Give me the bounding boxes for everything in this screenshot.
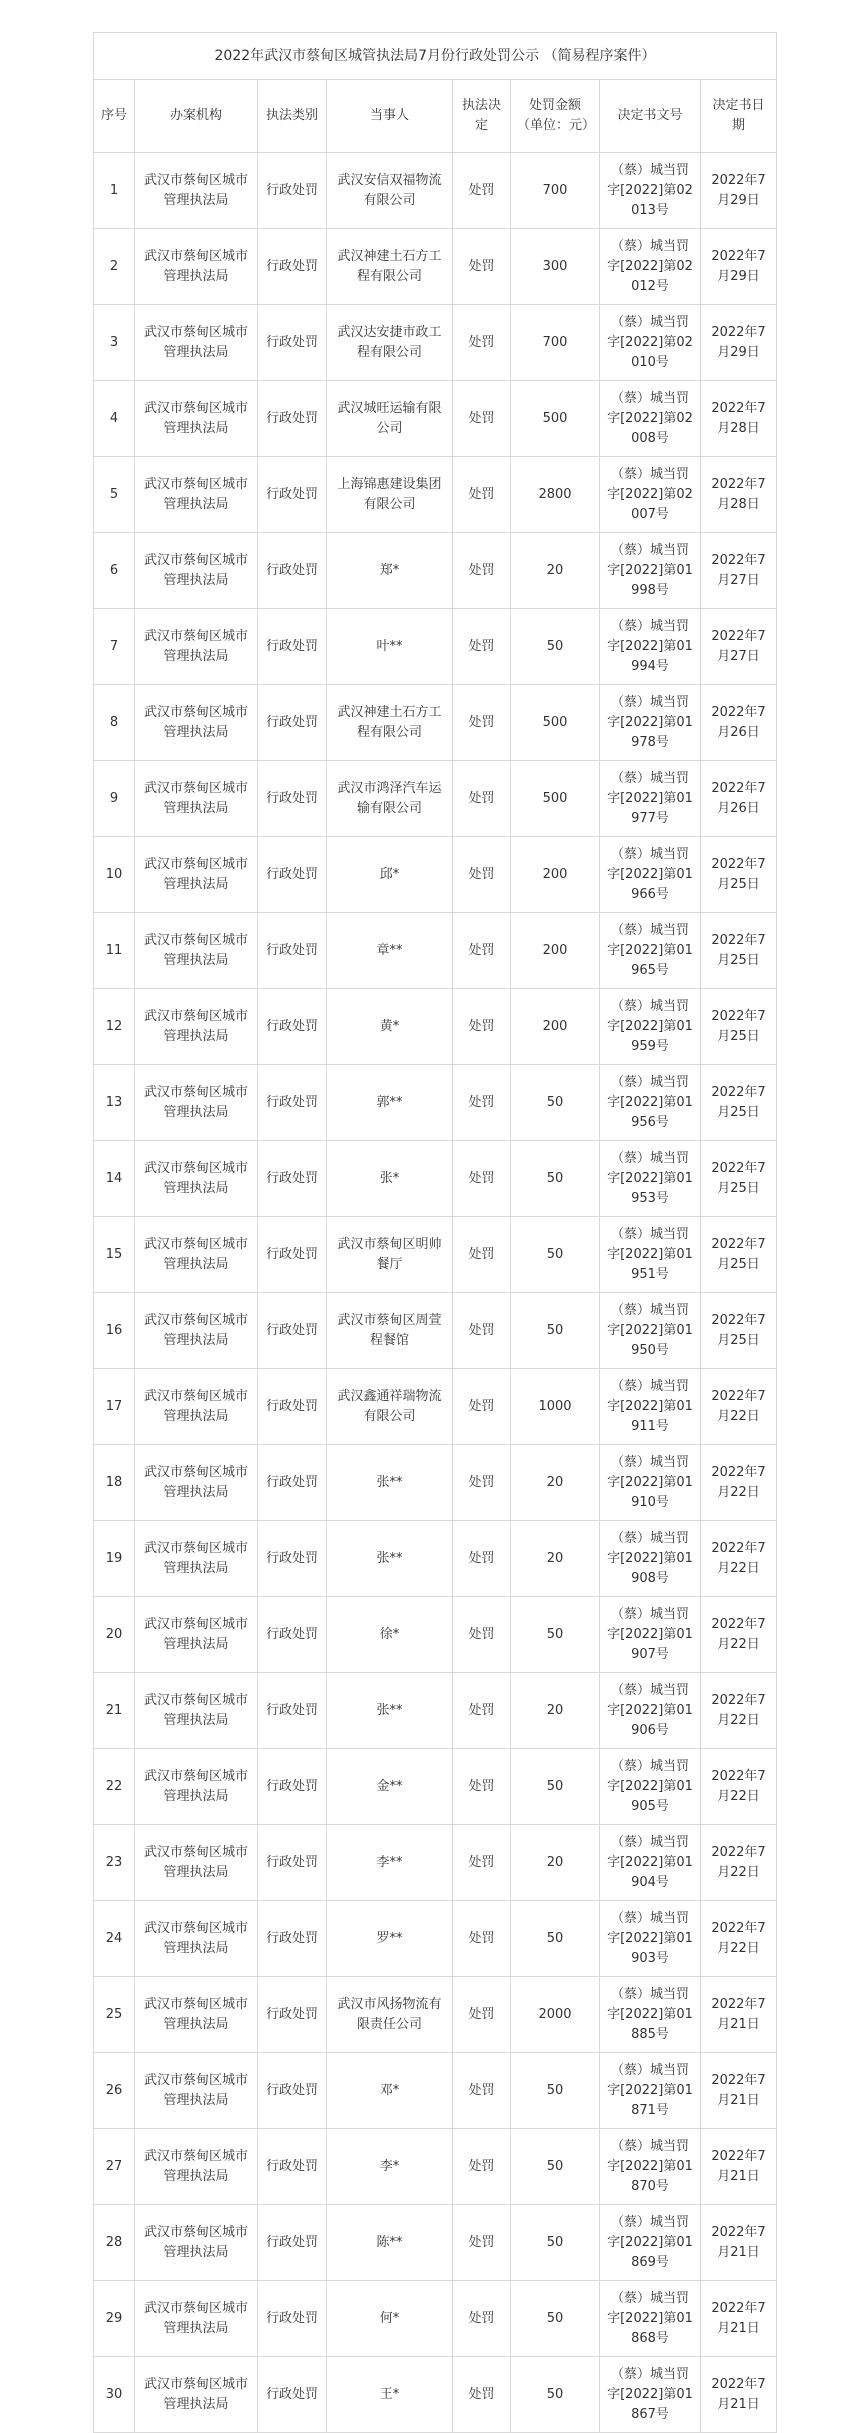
table-body bbox=[94, 153, 777, 2433]
cell-doc-no: （蔡）城当罚字[2022]第01966号 bbox=[600, 837, 701, 913]
cell-doc-no: （蔡）城当罚字[2022]第01959号 bbox=[600, 989, 701, 1065]
cell-category: 行政处罚 bbox=[258, 153, 327, 229]
table-row bbox=[94, 1065, 777, 1141]
header-serial: 序号 bbox=[94, 80, 135, 153]
table-row bbox=[94, 457, 777, 533]
cell-org: 武汉市蔡甸区城市管理执法局 bbox=[135, 837, 258, 913]
table-row bbox=[94, 837, 777, 913]
cell-decision: 处罚 bbox=[453, 305, 511, 381]
cell-doc-no: （蔡）城当罚字[2022]第02010号 bbox=[600, 305, 701, 381]
cell-decision: 处罚 bbox=[453, 1217, 511, 1293]
cell-serial: 27 bbox=[94, 2129, 135, 2205]
cell-serial: 7 bbox=[94, 609, 135, 685]
cell-amount: 50 bbox=[511, 2129, 600, 2205]
cell-date: 2022年7月22日 bbox=[701, 1445, 777, 1521]
cell-doc-no: （蔡）城当罚字[2022]第01904号 bbox=[600, 1825, 701, 1901]
cell-date: 2022年7月21日 bbox=[701, 2129, 777, 2205]
cell-decision: 处罚 bbox=[453, 913, 511, 989]
table-row bbox=[94, 2129, 777, 2205]
table-title: 2022年武汉市蔡甸区城管执法局7月份行政处罚公示 （简易程序案件） bbox=[94, 33, 777, 80]
cell-party: 陈** bbox=[327, 2205, 453, 2281]
cell-serial: 19 bbox=[94, 1521, 135, 1597]
cell-amount: 50 bbox=[511, 2357, 600, 2433]
cell-doc-no: （蔡）城当罚字[2022]第02008号 bbox=[600, 381, 701, 457]
cell-date: 2022年7月21日 bbox=[701, 2357, 777, 2433]
cell-amount: 50 bbox=[511, 2053, 600, 2129]
cell-decision: 处罚 bbox=[453, 1749, 511, 1825]
cell-date: 2022年7月28日 bbox=[701, 457, 777, 533]
cell-org: 武汉市蔡甸区城市管理执法局 bbox=[135, 989, 258, 1065]
cell-date: 2022年7月22日 bbox=[701, 1521, 777, 1597]
table-row bbox=[94, 1597, 777, 1673]
cell-party: 张** bbox=[327, 1445, 453, 1521]
cell-date: 2022年7月22日 bbox=[701, 1825, 777, 1901]
cell-party: 武汉城旺运输有限公司 bbox=[327, 381, 453, 457]
cell-category: 行政处罚 bbox=[258, 1521, 327, 1597]
cell-org: 武汉市蔡甸区城市管理执法局 bbox=[135, 1597, 258, 1673]
cell-org: 武汉市蔡甸区城市管理执法局 bbox=[135, 2205, 258, 2281]
table-row bbox=[94, 1977, 777, 2053]
cell-org: 武汉市蔡甸区城市管理执法局 bbox=[135, 153, 258, 229]
table-row bbox=[94, 761, 777, 837]
table-row bbox=[94, 305, 777, 381]
cell-decision: 处罚 bbox=[453, 1065, 511, 1141]
cell-serial: 14 bbox=[94, 1141, 135, 1217]
cell-serial: 21 bbox=[94, 1673, 135, 1749]
cell-amount: 50 bbox=[511, 609, 600, 685]
cell-decision: 处罚 bbox=[453, 1141, 511, 1217]
cell-doc-no: （蔡）城当罚字[2022]第01977号 bbox=[600, 761, 701, 837]
cell-party: 武汉市鸿泽汽车运输有限公司 bbox=[327, 761, 453, 837]
cell-category: 行政处罚 bbox=[258, 761, 327, 837]
cell-date: 2022年7月25日 bbox=[701, 913, 777, 989]
cell-category: 行政处罚 bbox=[258, 1369, 327, 1445]
cell-amount: 2000 bbox=[511, 1977, 600, 2053]
cell-party: 张** bbox=[327, 1521, 453, 1597]
cell-decision: 处罚 bbox=[453, 2053, 511, 2129]
cell-party: 黄* bbox=[327, 989, 453, 1065]
cell-serial: 4 bbox=[94, 381, 135, 457]
cell-category: 行政处罚 bbox=[258, 1217, 327, 1293]
cell-org: 武汉市蔡甸区城市管理执法局 bbox=[135, 1673, 258, 1749]
table-row bbox=[94, 2357, 777, 2433]
cell-amount: 200 bbox=[511, 837, 600, 913]
header-amount: 处罚金额（单位：元） bbox=[511, 80, 600, 153]
cell-date: 2022年7月22日 bbox=[701, 1673, 777, 1749]
cell-date: 2022年7月29日 bbox=[701, 153, 777, 229]
cell-org: 武汉市蔡甸区城市管理执法局 bbox=[135, 2129, 258, 2205]
cell-org: 武汉市蔡甸区城市管理执法局 bbox=[135, 305, 258, 381]
cell-org: 武汉市蔡甸区城市管理执法局 bbox=[135, 609, 258, 685]
cell-category: 行政处罚 bbox=[258, 609, 327, 685]
cell-amount: 50 bbox=[511, 1597, 600, 1673]
cell-date: 2022年7月25日 bbox=[701, 1293, 777, 1369]
cell-party: 武汉安信双福物流有限公司 bbox=[327, 153, 453, 229]
table-row bbox=[94, 1217, 777, 1293]
cell-date: 2022年7月27日 bbox=[701, 533, 777, 609]
cell-doc-no: （蔡）城当罚字[2022]第01906号 bbox=[600, 1673, 701, 1749]
cell-date: 2022年7月21日 bbox=[701, 2053, 777, 2129]
cell-category: 行政处罚 bbox=[258, 1445, 327, 1521]
table-row bbox=[94, 1901, 777, 1977]
table-row bbox=[94, 533, 777, 609]
cell-party: 徐* bbox=[327, 1597, 453, 1673]
table-row bbox=[94, 1141, 777, 1217]
table-row bbox=[94, 685, 777, 761]
cell-doc-no: （蔡）城当罚字[2022]第01910号 bbox=[600, 1445, 701, 1521]
table-header-row bbox=[94, 80, 777, 153]
header-category: 执法类别 bbox=[258, 80, 327, 153]
cell-org: 武汉市蔡甸区城市管理执法局 bbox=[135, 1445, 258, 1521]
header-party: 当事人 bbox=[327, 80, 453, 153]
cell-serial: 17 bbox=[94, 1369, 135, 1445]
cell-doc-no: （蔡）城当罚字[2022]第01869号 bbox=[600, 2205, 701, 2281]
cell-serial: 29 bbox=[94, 2281, 135, 2357]
cell-party: 武汉市蔡甸区明帅餐厅 bbox=[327, 1217, 453, 1293]
table-row bbox=[94, 2205, 777, 2281]
cell-serial: 28 bbox=[94, 2205, 135, 2281]
cell-org: 武汉市蔡甸区城市管理执法局 bbox=[135, 1521, 258, 1597]
cell-party: 李** bbox=[327, 1825, 453, 1901]
cell-party: 何* bbox=[327, 2281, 453, 2357]
cell-decision: 处罚 bbox=[453, 1825, 511, 1901]
table-row bbox=[94, 1673, 777, 1749]
cell-decision: 处罚 bbox=[453, 1901, 511, 1977]
table-row bbox=[94, 1369, 777, 1445]
cell-decision: 处罚 bbox=[453, 1977, 511, 2053]
cell-amount: 200 bbox=[511, 913, 600, 989]
cell-doc-no: （蔡）城当罚字[2022]第01871号 bbox=[600, 2053, 701, 2129]
cell-category: 行政处罚 bbox=[258, 2281, 327, 2357]
cell-org: 武汉市蔡甸区城市管理执法局 bbox=[135, 381, 258, 457]
table-row bbox=[94, 381, 777, 457]
cell-org: 武汉市蔡甸区城市管理执法局 bbox=[135, 2053, 258, 2129]
cell-decision: 处罚 bbox=[453, 609, 511, 685]
cell-category: 行政处罚 bbox=[258, 2205, 327, 2281]
cell-serial: 3 bbox=[94, 305, 135, 381]
cell-category: 行政处罚 bbox=[258, 1825, 327, 1901]
cell-serial: 10 bbox=[94, 837, 135, 913]
cell-decision: 处罚 bbox=[453, 1597, 511, 1673]
cell-org: 武汉市蔡甸区城市管理执法局 bbox=[135, 685, 258, 761]
cell-date: 2022年7月21日 bbox=[701, 1977, 777, 2053]
cell-party: 郭** bbox=[327, 1065, 453, 1141]
cell-doc-no: （蔡）城当罚字[2022]第01908号 bbox=[600, 1521, 701, 1597]
cell-party: 王* bbox=[327, 2357, 453, 2433]
cell-doc-no: （蔡）城当罚字[2022]第01907号 bbox=[600, 1597, 701, 1673]
cell-amount: 50 bbox=[511, 1901, 600, 1977]
cell-date: 2022年7月25日 bbox=[701, 1141, 777, 1217]
cell-date: 2022年7月29日 bbox=[701, 229, 777, 305]
cell-amount: 20 bbox=[511, 1445, 600, 1521]
cell-amount: 1000 bbox=[511, 1369, 600, 1445]
cell-date: 2022年7月25日 bbox=[701, 989, 777, 1065]
cell-amount: 300 bbox=[511, 229, 600, 305]
cell-amount: 50 bbox=[511, 1141, 600, 1217]
cell-date: 2022年7月25日 bbox=[701, 1217, 777, 1293]
cell-amount: 700 bbox=[511, 153, 600, 229]
cell-decision: 处罚 bbox=[453, 1673, 511, 1749]
table-row bbox=[94, 2281, 777, 2357]
cell-category: 行政处罚 bbox=[258, 685, 327, 761]
cell-org: 武汉市蔡甸区城市管理执法局 bbox=[135, 1901, 258, 1977]
cell-party: 武汉鑫通祥瑞物流有限公司 bbox=[327, 1369, 453, 1445]
cell-party: 张** bbox=[327, 1673, 453, 1749]
cell-org: 武汉市蔡甸区城市管理执法局 bbox=[135, 1977, 258, 2053]
cell-decision: 处罚 bbox=[453, 989, 511, 1065]
table-row bbox=[94, 153, 777, 229]
cell-party: 张* bbox=[327, 1141, 453, 1217]
cell-org: 武汉市蔡甸区城市管理执法局 bbox=[135, 1369, 258, 1445]
cell-date: 2022年7月22日 bbox=[701, 1597, 777, 1673]
cell-date: 2022年7月26日 bbox=[701, 761, 777, 837]
cell-date: 2022年7月22日 bbox=[701, 1901, 777, 1977]
cell-date: 2022年7月22日 bbox=[701, 1749, 777, 1825]
table-row bbox=[94, 2053, 777, 2129]
cell-party: 武汉神建土石方工程有限公司 bbox=[327, 229, 453, 305]
cell-org: 武汉市蔡甸区城市管理执法局 bbox=[135, 1293, 258, 1369]
cell-category: 行政处罚 bbox=[258, 2053, 327, 2129]
cell-decision: 处罚 bbox=[453, 2205, 511, 2281]
table-row bbox=[94, 609, 777, 685]
cell-doc-no: （蔡）城当罚字[2022]第02012号 bbox=[600, 229, 701, 305]
cell-doc-no: （蔡）城当罚字[2022]第01951号 bbox=[600, 1217, 701, 1293]
cell-serial: 20 bbox=[94, 1597, 135, 1673]
cell-serial: 23 bbox=[94, 1825, 135, 1901]
cell-amount: 2800 bbox=[511, 457, 600, 533]
cell-category: 行政处罚 bbox=[258, 913, 327, 989]
cell-amount: 200 bbox=[511, 989, 600, 1065]
cell-doc-no: （蔡）城当罚字[2022]第01950号 bbox=[600, 1293, 701, 1369]
cell-serial: 11 bbox=[94, 913, 135, 989]
cell-category: 行政处罚 bbox=[258, 837, 327, 913]
cell-category: 行政处罚 bbox=[258, 457, 327, 533]
cell-amount: 500 bbox=[511, 685, 600, 761]
cell-org: 武汉市蔡甸区城市管理执法局 bbox=[135, 1749, 258, 1825]
cell-org: 武汉市蔡甸区城市管理执法局 bbox=[135, 2357, 258, 2433]
cell-date: 2022年7月26日 bbox=[701, 685, 777, 761]
cell-org: 武汉市蔡甸区城市管理执法局 bbox=[135, 1825, 258, 1901]
cell-party: 叶** bbox=[327, 609, 453, 685]
cell-category: 行政处罚 bbox=[258, 1901, 327, 1977]
cell-serial: 1 bbox=[94, 153, 135, 229]
cell-amount: 20 bbox=[511, 1673, 600, 1749]
table-row bbox=[94, 1825, 777, 1901]
cell-serial: 16 bbox=[94, 1293, 135, 1369]
cell-date: 2022年7月22日 bbox=[701, 1369, 777, 1445]
cell-org: 武汉市蔡甸区城市管理执法局 bbox=[135, 457, 258, 533]
cell-serial: 8 bbox=[94, 685, 135, 761]
penalty-table bbox=[93, 32, 777, 2433]
cell-org: 武汉市蔡甸区城市管理执法局 bbox=[135, 2281, 258, 2357]
cell-serial: 24 bbox=[94, 1901, 135, 1977]
cell-org: 武汉市蔡甸区城市管理执法局 bbox=[135, 913, 258, 989]
cell-party: 邱* bbox=[327, 837, 453, 913]
cell-category: 行政处罚 bbox=[258, 1065, 327, 1141]
cell-category: 行政处罚 bbox=[258, 305, 327, 381]
cell-amount: 20 bbox=[511, 1521, 600, 1597]
cell-amount: 50 bbox=[511, 1293, 600, 1369]
cell-amount: 700 bbox=[511, 305, 600, 381]
cell-amount: 500 bbox=[511, 381, 600, 457]
cell-amount: 50 bbox=[511, 1065, 600, 1141]
cell-doc-no: （蔡）城当罚字[2022]第02007号 bbox=[600, 457, 701, 533]
cell-doc-no: （蔡）城当罚字[2022]第01953号 bbox=[600, 1141, 701, 1217]
cell-amount: 20 bbox=[511, 533, 600, 609]
cell-serial: 18 bbox=[94, 1445, 135, 1521]
header-org: 办案机构 bbox=[135, 80, 258, 153]
cell-date: 2022年7月28日 bbox=[701, 381, 777, 457]
cell-party: 武汉神建土石方工程有限公司 bbox=[327, 685, 453, 761]
cell-party: 罗** bbox=[327, 1901, 453, 1977]
table-row bbox=[94, 1521, 777, 1597]
cell-party: 郑* bbox=[327, 533, 453, 609]
cell-serial: 22 bbox=[94, 1749, 135, 1825]
cell-serial: 25 bbox=[94, 1977, 135, 2053]
cell-serial: 6 bbox=[94, 533, 135, 609]
cell-org: 武汉市蔡甸区城市管理执法局 bbox=[135, 229, 258, 305]
cell-date: 2022年7月21日 bbox=[701, 2205, 777, 2281]
cell-category: 行政处罚 bbox=[258, 1293, 327, 1369]
cell-category: 行政处罚 bbox=[258, 989, 327, 1065]
cell-category: 行政处罚 bbox=[258, 2357, 327, 2433]
cell-decision: 处罚 bbox=[453, 153, 511, 229]
cell-party: 章** bbox=[327, 913, 453, 989]
cell-decision: 处罚 bbox=[453, 229, 511, 305]
cell-doc-no: （蔡）城当罚字[2022]第02013号 bbox=[600, 153, 701, 229]
header-date: 决定书日期 bbox=[701, 80, 777, 153]
cell-decision: 处罚 bbox=[453, 1293, 511, 1369]
cell-doc-no: （蔡）城当罚字[2022]第01870号 bbox=[600, 2129, 701, 2205]
cell-category: 行政处罚 bbox=[258, 1749, 327, 1825]
cell-date: 2022年7月21日 bbox=[701, 2281, 777, 2357]
table-row bbox=[94, 1749, 777, 1825]
cell-org: 武汉市蔡甸区城市管理执法局 bbox=[135, 761, 258, 837]
cell-doc-no: （蔡）城当罚字[2022]第01978号 bbox=[600, 685, 701, 761]
cell-serial: 15 bbox=[94, 1217, 135, 1293]
cell-decision: 处罚 bbox=[453, 1369, 511, 1445]
cell-serial: 30 bbox=[94, 2357, 135, 2433]
cell-amount: 50 bbox=[511, 2205, 600, 2281]
cell-category: 行政处罚 bbox=[258, 2129, 327, 2205]
cell-doc-no: （蔡）城当罚字[2022]第01905号 bbox=[600, 1749, 701, 1825]
cell-doc-no: （蔡）城当罚字[2022]第01911号 bbox=[600, 1369, 701, 1445]
cell-party: 武汉市风扬物流有限责任公司 bbox=[327, 1977, 453, 2053]
cell-category: 行政处罚 bbox=[258, 533, 327, 609]
table-row bbox=[94, 229, 777, 305]
cell-amount: 50 bbox=[511, 1749, 600, 1825]
table-row bbox=[94, 913, 777, 989]
cell-decision: 处罚 bbox=[453, 381, 511, 457]
cell-party: 金** bbox=[327, 1749, 453, 1825]
cell-serial: 26 bbox=[94, 2053, 135, 2129]
cell-serial: 13 bbox=[94, 1065, 135, 1141]
cell-category: 行政处罚 bbox=[258, 381, 327, 457]
cell-org: 武汉市蔡甸区城市管理执法局 bbox=[135, 1065, 258, 1141]
cell-doc-no: （蔡）城当罚字[2022]第01903号 bbox=[600, 1901, 701, 1977]
cell-decision: 处罚 bbox=[453, 685, 511, 761]
cell-category: 行政处罚 bbox=[258, 1673, 327, 1749]
cell-amount: 50 bbox=[511, 1217, 600, 1293]
header-decision: 执法决定 bbox=[453, 80, 511, 153]
table-row bbox=[94, 1293, 777, 1369]
cell-serial: 9 bbox=[94, 761, 135, 837]
cell-org: 武汉市蔡甸区城市管理执法局 bbox=[135, 533, 258, 609]
cell-doc-no: （蔡）城当罚字[2022]第01965号 bbox=[600, 913, 701, 989]
cell-decision: 处罚 bbox=[453, 457, 511, 533]
cell-decision: 处罚 bbox=[453, 837, 511, 913]
cell-date: 2022年7月25日 bbox=[701, 1065, 777, 1141]
cell-amount: 20 bbox=[511, 1825, 600, 1901]
header-doc-no: 决定书文号 bbox=[600, 80, 701, 153]
cell-doc-no: （蔡）城当罚字[2022]第01998号 bbox=[600, 533, 701, 609]
cell-category: 行政处罚 bbox=[258, 1597, 327, 1673]
cell-decision: 处罚 bbox=[453, 2357, 511, 2433]
cell-category: 行政处罚 bbox=[258, 1977, 327, 2053]
cell-decision: 处罚 bbox=[453, 761, 511, 837]
cell-decision: 处罚 bbox=[453, 533, 511, 609]
cell-party: 上海锦惠建设集团有限公司 bbox=[327, 457, 453, 533]
cell-party: 李* bbox=[327, 2129, 453, 2205]
cell-doc-no: （蔡）城当罚字[2022]第01885号 bbox=[600, 1977, 701, 2053]
cell-doc-no: （蔡）城当罚字[2022]第01994号 bbox=[600, 609, 701, 685]
table-title-row bbox=[94, 33, 777, 80]
cell-org: 武汉市蔡甸区城市管理执法局 bbox=[135, 1217, 258, 1293]
cell-party: 武汉达安捷市政工程有限公司 bbox=[327, 305, 453, 381]
cell-decision: 处罚 bbox=[453, 1445, 511, 1521]
cell-doc-no: （蔡）城当罚字[2022]第01867号 bbox=[600, 2357, 701, 2433]
cell-decision: 处罚 bbox=[453, 2281, 511, 2357]
cell-party: 邓* bbox=[327, 2053, 453, 2129]
cell-date: 2022年7月25日 bbox=[701, 837, 777, 913]
cell-amount: 50 bbox=[511, 2281, 600, 2357]
cell-amount: 500 bbox=[511, 761, 600, 837]
cell-doc-no: （蔡）城当罚字[2022]第01868号 bbox=[600, 2281, 701, 2357]
cell-decision: 处罚 bbox=[453, 2129, 511, 2205]
cell-category: 行政处罚 bbox=[258, 229, 327, 305]
cell-decision: 处罚 bbox=[453, 1521, 511, 1597]
cell-party: 武汉市蔡甸区周萱程餐馆 bbox=[327, 1293, 453, 1369]
cell-serial: 12 bbox=[94, 989, 135, 1065]
cell-date: 2022年7月29日 bbox=[701, 305, 777, 381]
cell-serial: 5 bbox=[94, 457, 135, 533]
cell-org: 武汉市蔡甸区城市管理执法局 bbox=[135, 1141, 258, 1217]
table-row bbox=[94, 989, 777, 1065]
table-row bbox=[94, 1445, 777, 1521]
cell-doc-no: （蔡）城当罚字[2022]第01956号 bbox=[600, 1065, 701, 1141]
cell-date: 2022年7月27日 bbox=[701, 609, 777, 685]
cell-serial: 2 bbox=[94, 229, 135, 305]
cell-category: 行政处罚 bbox=[258, 1141, 327, 1217]
